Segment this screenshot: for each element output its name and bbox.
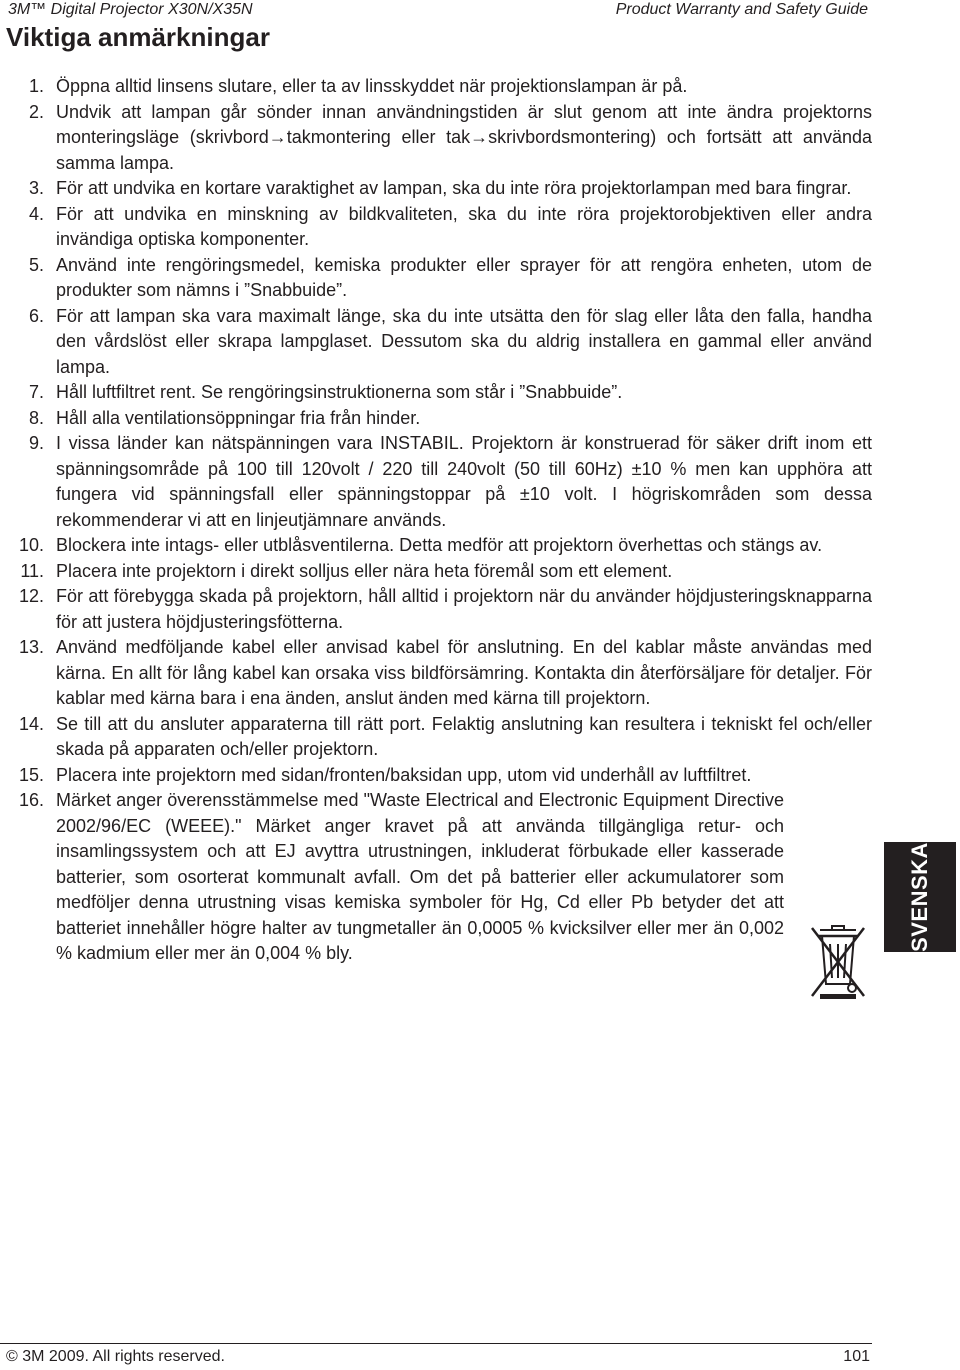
page-title: Viktiga anmärkningar	[6, 22, 270, 52]
item-number: 6.	[28, 305, 44, 326]
crossed-out-wheelie-bin-icon	[806, 922, 870, 1002]
item-text: Använd medföljande kabel eller anvisad kabel för anslutning. En del kablar måste användas med kärna. En allt för lång kabel kan orsaka viss bildförsämring. Kontakta din återförsäljare för detaljer. För kablar med kärna bara i ena änden, anslut änden med kärna till projektorn.	[56, 637, 872, 708]
item-text: Placera inte projektorn med sidan/fronten/baksidan upp, utom vid underhåll av luftfiltret.	[56, 764, 752, 785]
item-number: 10.	[18, 535, 44, 555]
list-item	[0, 202, 872, 253]
item-number: 5.	[28, 254, 44, 275]
item-text: För att undvika en minskning av bildkvaliteten, ska du inte röra projektorobjektiven eller andra invändiga optiska komponenter.	[56, 203, 872, 249]
item-text: Håll luftfiltret rent. Se rengöringsinstruktionerna som står i ”Snabbuide”.	[56, 382, 623, 402]
item-number: 13.	[18, 637, 44, 657]
item-text: För att undvika en kortare varaktighet av lampan, ska du inte röra projektorlampan med bara fingrar.	[56, 178, 852, 198]
item-number: 8.	[28, 407, 44, 428]
item-text: Öppna alltid linsens slutare, eller ta av linsskyddet när projektionslampan är på.	[56, 76, 688, 96]
list-item	[0, 406, 872, 432]
list-item	[0, 431, 872, 533]
header-product: 3M™ Digital Projector X30N/X35N	[8, 1, 253, 18]
list-item	[0, 380, 872, 406]
item-number: 14.	[18, 713, 44, 734]
item-text: För att förebygga skada på projektorn, håll alltid i projektorn när du använder höjdjusteringsknapparna för att justera höjdjusteringsfötterna.	[56, 586, 872, 632]
language-tab	[884, 842, 956, 952]
item-text: För att lampan ska vara maximalt länge, ska du inte utsätta den för slag eller låta den falla, handha den vårdslöst eller skrapa lampglaset. Dessutom ska du aldrig installera en gammal eller använd lampa.	[56, 305, 872, 377]
list-item	[0, 712, 872, 763]
item-number: 16.	[18, 790, 44, 810]
list-item	[0, 533, 872, 559]
list-item	[0, 559, 872, 585]
item-number: 11.	[20, 560, 44, 581]
notes-list	[0, 74, 872, 967]
footer-copyright: © 3M 2009. All rights reserved.	[6, 1348, 225, 1365]
item-number: 4.	[28, 203, 44, 224]
list-item	[0, 584, 872, 635]
item-text: Se till att du ansluter apparaterna till rätt port. Felaktig anslutning kan resultera i tekniskt fel och/eller skada på apparaten och/eller projektorn.	[56, 713, 872, 759]
item-number: 1.	[28, 76, 44, 96]
list-item	[0, 763, 872, 789]
item-text: Använd inte rengöringsmedel, kemiska produkter eller sprayer för att rengöra enheten, utom de produkter som nämns i ”Snabbuide”.	[56, 254, 872, 300]
item-text: Håll alla ventilationsöppningar fria från hinder.	[56, 407, 421, 428]
footer-divider	[0, 1343, 872, 1344]
list-item	[0, 635, 872, 712]
list-item	[0, 74, 872, 100]
item-number: 12.	[18, 586, 44, 606]
item-text: Märket anger överensstämmelse med "Waste Electrical and Electronic Equipment Directive 2002/96/EC (WEEE)." Märket anger kravet på att använda tillgängliga retur- och insamlingssystem och att EJ avyttra utrustningen, inkluderat förbukade eller kasserade batterier, som osorterat kommunalt avfall. Om det på batterier eller ackumulatorer som medföljer denna utrustning visas kemiska symboler för Hg, Cd eller Pb betyder det att batteriet innehåller högre halter av tungmetaller än 0,0005 % kvicksilver eller mer än 0,002 % kadmium eller mer än 0,004 % bly.	[56, 790, 784, 963]
item-number: 2.	[28, 101, 44, 122]
list-item	[0, 304, 872, 381]
item-number: 15.	[18, 764, 44, 785]
item-number: 7.	[28, 382, 44, 402]
page-number: 101	[843, 1348, 870, 1365]
item-text: I vissa länder kan nätspänningen vara INSTABIL. Projektorn är konstruerad för säker drift inom ett spänningsområde på 100 till 120volt / 220 till 240volt (50 till 60Hz) ±10 % men kan upphöra att fungera vid spänningsfall eller spänningstoppar på ±10 volt. I högriskområden som dessa rekommenderar vi att en linjeutjämnare används.	[56, 433, 872, 530]
item-text: Blockera inte intags- eller utblåsventilerna. Detta medför att projektorn överhettas och stängs av.	[56, 535, 823, 555]
item-text: Placera inte projektorn i direkt solljus eller nära heta föremål som ett element.	[56, 560, 673, 581]
item-number: 9.	[28, 433, 44, 453]
list-item-weee	[0, 788, 872, 967]
list-item	[0, 253, 872, 304]
list-item	[0, 176, 872, 202]
item-text: Undvik att lampan går sönder innan användningstiden är slut genom att inte ändra projektorns monteringsläge (skrivbord→takmontering eller tak→skrivbordsmontering) och fortsätt att använda samma lampa.	[56, 101, 872, 173]
header-guide-title: Product Warranty and Safety Guide	[615, 1, 868, 18]
list-item	[0, 100, 872, 177]
item-number: 3.	[28, 178, 44, 198]
language-tab-label: SVENSKA	[907, 842, 933, 952]
